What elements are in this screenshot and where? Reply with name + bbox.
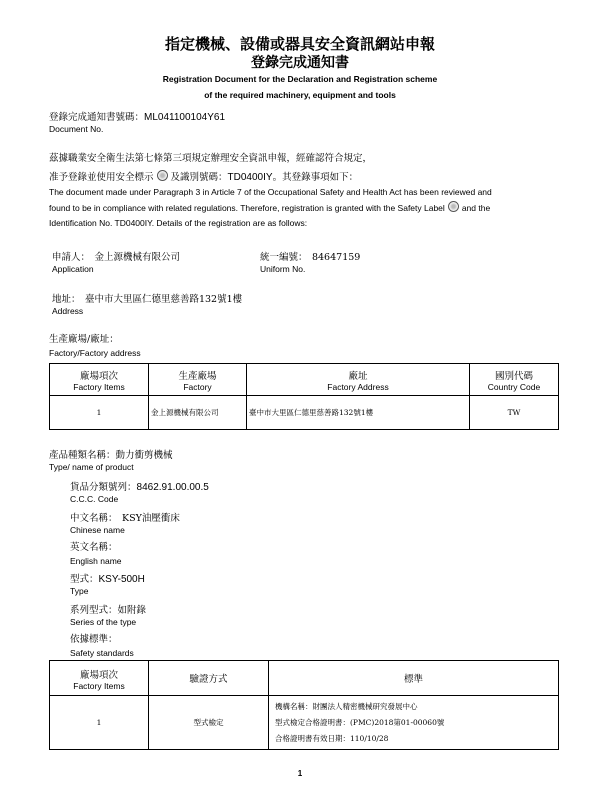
standards-header-items bbox=[50, 661, 149, 696]
factory-table-header bbox=[50, 364, 559, 396]
statement-zh-line1: 茲據職業安全衛生法第七條第三項規定辦理安全資訊申報，經確認符合規定， bbox=[49, 153, 373, 164]
factory-header-country-en: Country Code bbox=[487, 382, 541, 392]
statement-en-line2 bbox=[49, 201, 569, 217]
standards-label: 依據標準： bbox=[70, 634, 118, 645]
address-label-en: Address bbox=[52, 306, 84, 316]
product-type-row bbox=[49, 445, 173, 463]
safety-label-icon bbox=[157, 170, 168, 181]
english-name-label: 英文名稱： bbox=[70, 542, 118, 553]
uniform-row bbox=[260, 247, 360, 265]
factory-header-factory bbox=[149, 364, 247, 396]
address-row bbox=[52, 289, 242, 307]
series-label-en: Series of the type bbox=[70, 617, 137, 627]
doc-no-label: 登錄完成通知書號碼： bbox=[49, 112, 145, 123]
ccc-value: 8462.91.00.00.5 bbox=[136, 482, 209, 493]
product-type-label-en: Type/ name of product bbox=[49, 462, 134, 472]
series-value: 如附錄 bbox=[117, 605, 147, 616]
factory-header-address-en: Factory Address bbox=[327, 382, 389, 392]
standards-header-items-zh: 廠場項次 bbox=[79, 669, 118, 681]
standards-row-line2: 型式檢定合格證明書：(PMC)2018第01-00060號 bbox=[275, 717, 445, 727]
statement-zh-part-b: 及識別號碼： bbox=[170, 172, 228, 183]
product-type-value: 動力衝剪機械 bbox=[115, 450, 173, 461]
chinese-name-label: 中文名稱： bbox=[70, 513, 118, 524]
identification-no: TD0400IY bbox=[227, 172, 273, 183]
statement-en-line1: The document made under Paragraph 3 in Article 7 of the Occupational Safety and Health Act has been reviewed and bbox=[49, 187, 492, 197]
factory-header-factory-zh: 生產廠場 bbox=[178, 371, 217, 382]
series-label: 系列型式： bbox=[70, 605, 118, 616]
product-type-label: 產品種類名稱： bbox=[49, 450, 116, 461]
ccc-label-en: C.C.C. Code bbox=[70, 494, 119, 504]
uniform-label-en: Uniform No. bbox=[260, 264, 306, 274]
statement-en-line3: Identification No. TD0400IY. Details of the registration are as follows: bbox=[49, 218, 308, 228]
factory-table-row bbox=[50, 396, 559, 430]
factory-header-country-zh: 國別代碼 bbox=[494, 371, 533, 382]
ccc-label: 貨品分類號列： bbox=[70, 482, 137, 493]
doc-no-value: ML041100104Y61 bbox=[144, 112, 226, 123]
standards-header-standard: 標準 bbox=[269, 661, 559, 696]
factory-header-items bbox=[50, 364, 149, 396]
page-number: 1 bbox=[297, 769, 303, 778]
statement-zh-part-c: 。其登錄事項如下： bbox=[272, 172, 359, 183]
address-label: 地址： bbox=[52, 294, 81, 305]
chinese-name-value: KSY油壓衝床 bbox=[121, 513, 180, 524]
factory-section-label: 生產廠場/廠址： bbox=[49, 334, 119, 345]
factory-header-items-zh: 廠場項次 bbox=[79, 371, 118, 382]
doc-no-row bbox=[49, 107, 225, 125]
factory-header-address bbox=[247, 364, 470, 396]
factory-table bbox=[49, 363, 559, 430]
standards-row-detail bbox=[269, 696, 559, 750]
factory-header-address-zh: 廠址 bbox=[348, 371, 368, 382]
model-label: 型式： bbox=[70, 574, 99, 585]
doc-no-label-en: Document No. bbox=[49, 124, 104, 134]
uniform-value: 84647159 bbox=[311, 252, 361, 263]
title-en: Registration Document for the Declaration and Registration scheme bbox=[162, 74, 438, 84]
statement-en-part-a: found to be in compliance with related regulations. Therefore, registration is granted with the Safety Label bbox=[49, 202, 445, 213]
standards-row-method: 型式檢定 bbox=[149, 696, 269, 750]
factory-row-country: TW bbox=[470, 396, 559, 430]
factory-row-factory: 金上源機械有限公司 bbox=[149, 396, 247, 430]
applicant-label-en: Application bbox=[52, 264, 94, 274]
series-row bbox=[70, 600, 146, 618]
ccc-row bbox=[70, 477, 209, 495]
model-label-en: Type bbox=[70, 586, 89, 596]
standards-table-header bbox=[50, 661, 559, 696]
standards-header-method: 驗證方式 bbox=[149, 661, 269, 696]
applicant-label: 申請人： bbox=[52, 252, 91, 263]
model-value: KSY-500H bbox=[98, 574, 145, 585]
statement-zh-part-a: 准予登錄並使用安全標示 bbox=[49, 172, 154, 183]
title-zh-subtitle: 登錄完成通知書 bbox=[251, 55, 349, 71]
factory-header-items-en: Factory Items bbox=[73, 382, 125, 392]
safety-label-icon bbox=[448, 201, 459, 212]
statement-zh-line2 bbox=[49, 167, 358, 185]
chinese-name-row bbox=[70, 508, 180, 526]
factory-header-country bbox=[470, 364, 559, 396]
applicant-value: 金上源機械有限公司 bbox=[94, 252, 180, 263]
model-row bbox=[70, 569, 145, 587]
standards-row-line3: 合格證明書有效日期：110/10/28 bbox=[275, 733, 389, 743]
title-en-subtitle: of the required machinery, equipment and tools bbox=[204, 90, 396, 100]
standards-table bbox=[49, 660, 559, 750]
factory-header-factory-en: Factory bbox=[183, 382, 212, 392]
address-value: 臺中市大里區仁德里慈善路132號1樓 bbox=[84, 294, 243, 305]
statement-en-part-b: and the bbox=[461, 202, 491, 213]
standards-table-row bbox=[50, 696, 559, 750]
standards-row-item: 1 bbox=[50, 696, 149, 750]
uniform-label: 統一編號： bbox=[260, 252, 308, 263]
standards-row-line1: 機構名稱：財團法人精密機械研究發展中心 bbox=[275, 701, 418, 711]
chinese-name-label-en: Chinese name bbox=[70, 525, 125, 535]
factory-section-label-en: Factory/Factory address bbox=[49, 348, 141, 358]
applicant-row bbox=[52, 247, 180, 265]
factory-row-item: 1 bbox=[50, 396, 149, 430]
standards-header-items-en: Factory Items bbox=[73, 680, 125, 691]
statement-en bbox=[49, 185, 569, 232]
factory-row-address: 臺中市大里區仁德里慈善路132號1樓 bbox=[247, 396, 470, 430]
english-name-label-en: English name bbox=[70, 556, 122, 566]
standards-label-en: Safety standards bbox=[70, 648, 134, 658]
title-zh: 指定機械、設備或器具安全資訊網站申報 bbox=[164, 35, 435, 53]
